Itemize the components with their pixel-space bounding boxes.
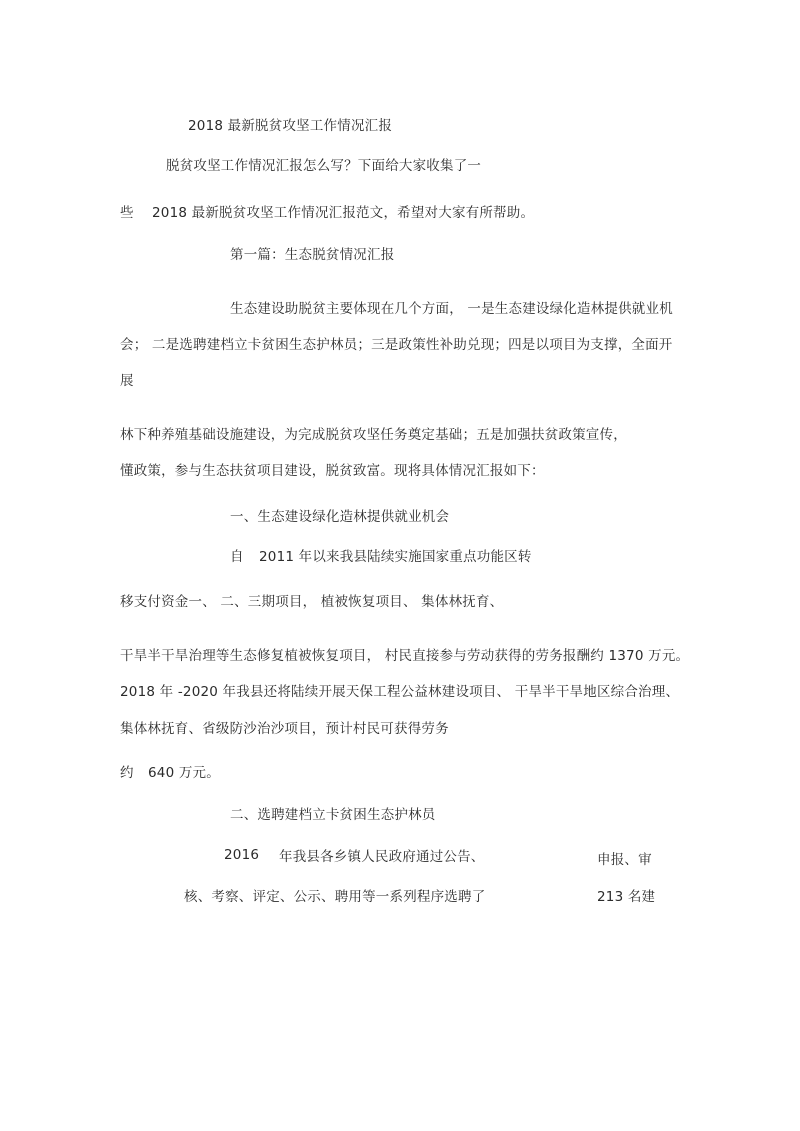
subsection-1-line-4: 2018 年 -2020 年我县还将陆续开展天保工程公益林建设项目、 干旱半干旱地区综合治理、 bbox=[120, 684, 680, 700]
para-1-line-1: 生态建设助脱贫主要体现在几个方面， 一是生态建设绿化造林提供就业机 bbox=[230, 301, 673, 317]
intro-line-2: 2018 最新脱贫攻坚工作情况汇报范文，希望对大家有所帮助。 bbox=[152, 205, 535, 221]
section-1-heading: 第一篇：生态脱贫情况汇报 bbox=[230, 247, 395, 263]
subsection-2-line-2-end: 213 名建 bbox=[597, 889, 656, 905]
document-title: 2018 最新脱贫攻坚工作情况汇报 bbox=[188, 118, 393, 134]
para-1-line-3: 展 bbox=[120, 373, 134, 389]
subsection-2-line-1: 年我县各乡镇人民政府通过公告、 bbox=[279, 849, 485, 865]
subsection-1-heading: 一、生态建设绿化造林提供就业机会 bbox=[230, 509, 450, 525]
para-2-line-2: 懂政策，参与生态扶贫项目建设，脱贫致富。现将具体情况汇报如下： bbox=[120, 463, 545, 479]
para-1-line-2: 会； 二是选聘建档立卡贫困生态护林员；三是政策性补助兑现；四是以项目为支撑，全面开 bbox=[120, 337, 673, 353]
subsection-1-line-1: 2011 年以来我县陆续实施国家重点功能区转 bbox=[259, 549, 532, 565]
subsection-1-line-2: 移支付资金一、 二、三期项目， 植被恢复项目、 集体林抚育、 bbox=[120, 594, 504, 610]
subsection-1-line-6: 640 万元。 bbox=[148, 765, 220, 781]
subsection-2-line-2: 核、考察、评定、公示、聘用等一系列程序选聘了 bbox=[184, 889, 486, 905]
subsection-1-line-5: 集体林抚育、省级防沙治沙项目，预计村民可获得劳务 bbox=[120, 721, 449, 737]
subsection-1-line-3: 干旱半干旱治理等生态修复植被恢复项目， 村民直接参与劳动获得的劳务报酬约 1370 万元。 bbox=[120, 648, 690, 664]
subsection-2-heading: 二、选聘建档立卡贫困生态护林员 bbox=[230, 807, 436, 823]
subsection-1-line-6-start: 约 bbox=[120, 765, 134, 781]
para-2-line-1: 林下种养殖基础设施建设，为完成脱贫攻坚任务奠定基础；五是加强扶贫政策宣传， bbox=[120, 427, 627, 443]
intro-line-1: 脱贫攻坚工作情况汇报怎么写？下面给大家收集了一 bbox=[166, 158, 482, 174]
intro-line-2-start: 些 bbox=[120, 205, 134, 221]
subsection-1-line-1-start: 自 bbox=[230, 549, 244, 565]
subsection-2-line-1-end: 申报、审 bbox=[597, 852, 652, 868]
subsection-2-line-1-year: 2016 bbox=[224, 847, 260, 863]
